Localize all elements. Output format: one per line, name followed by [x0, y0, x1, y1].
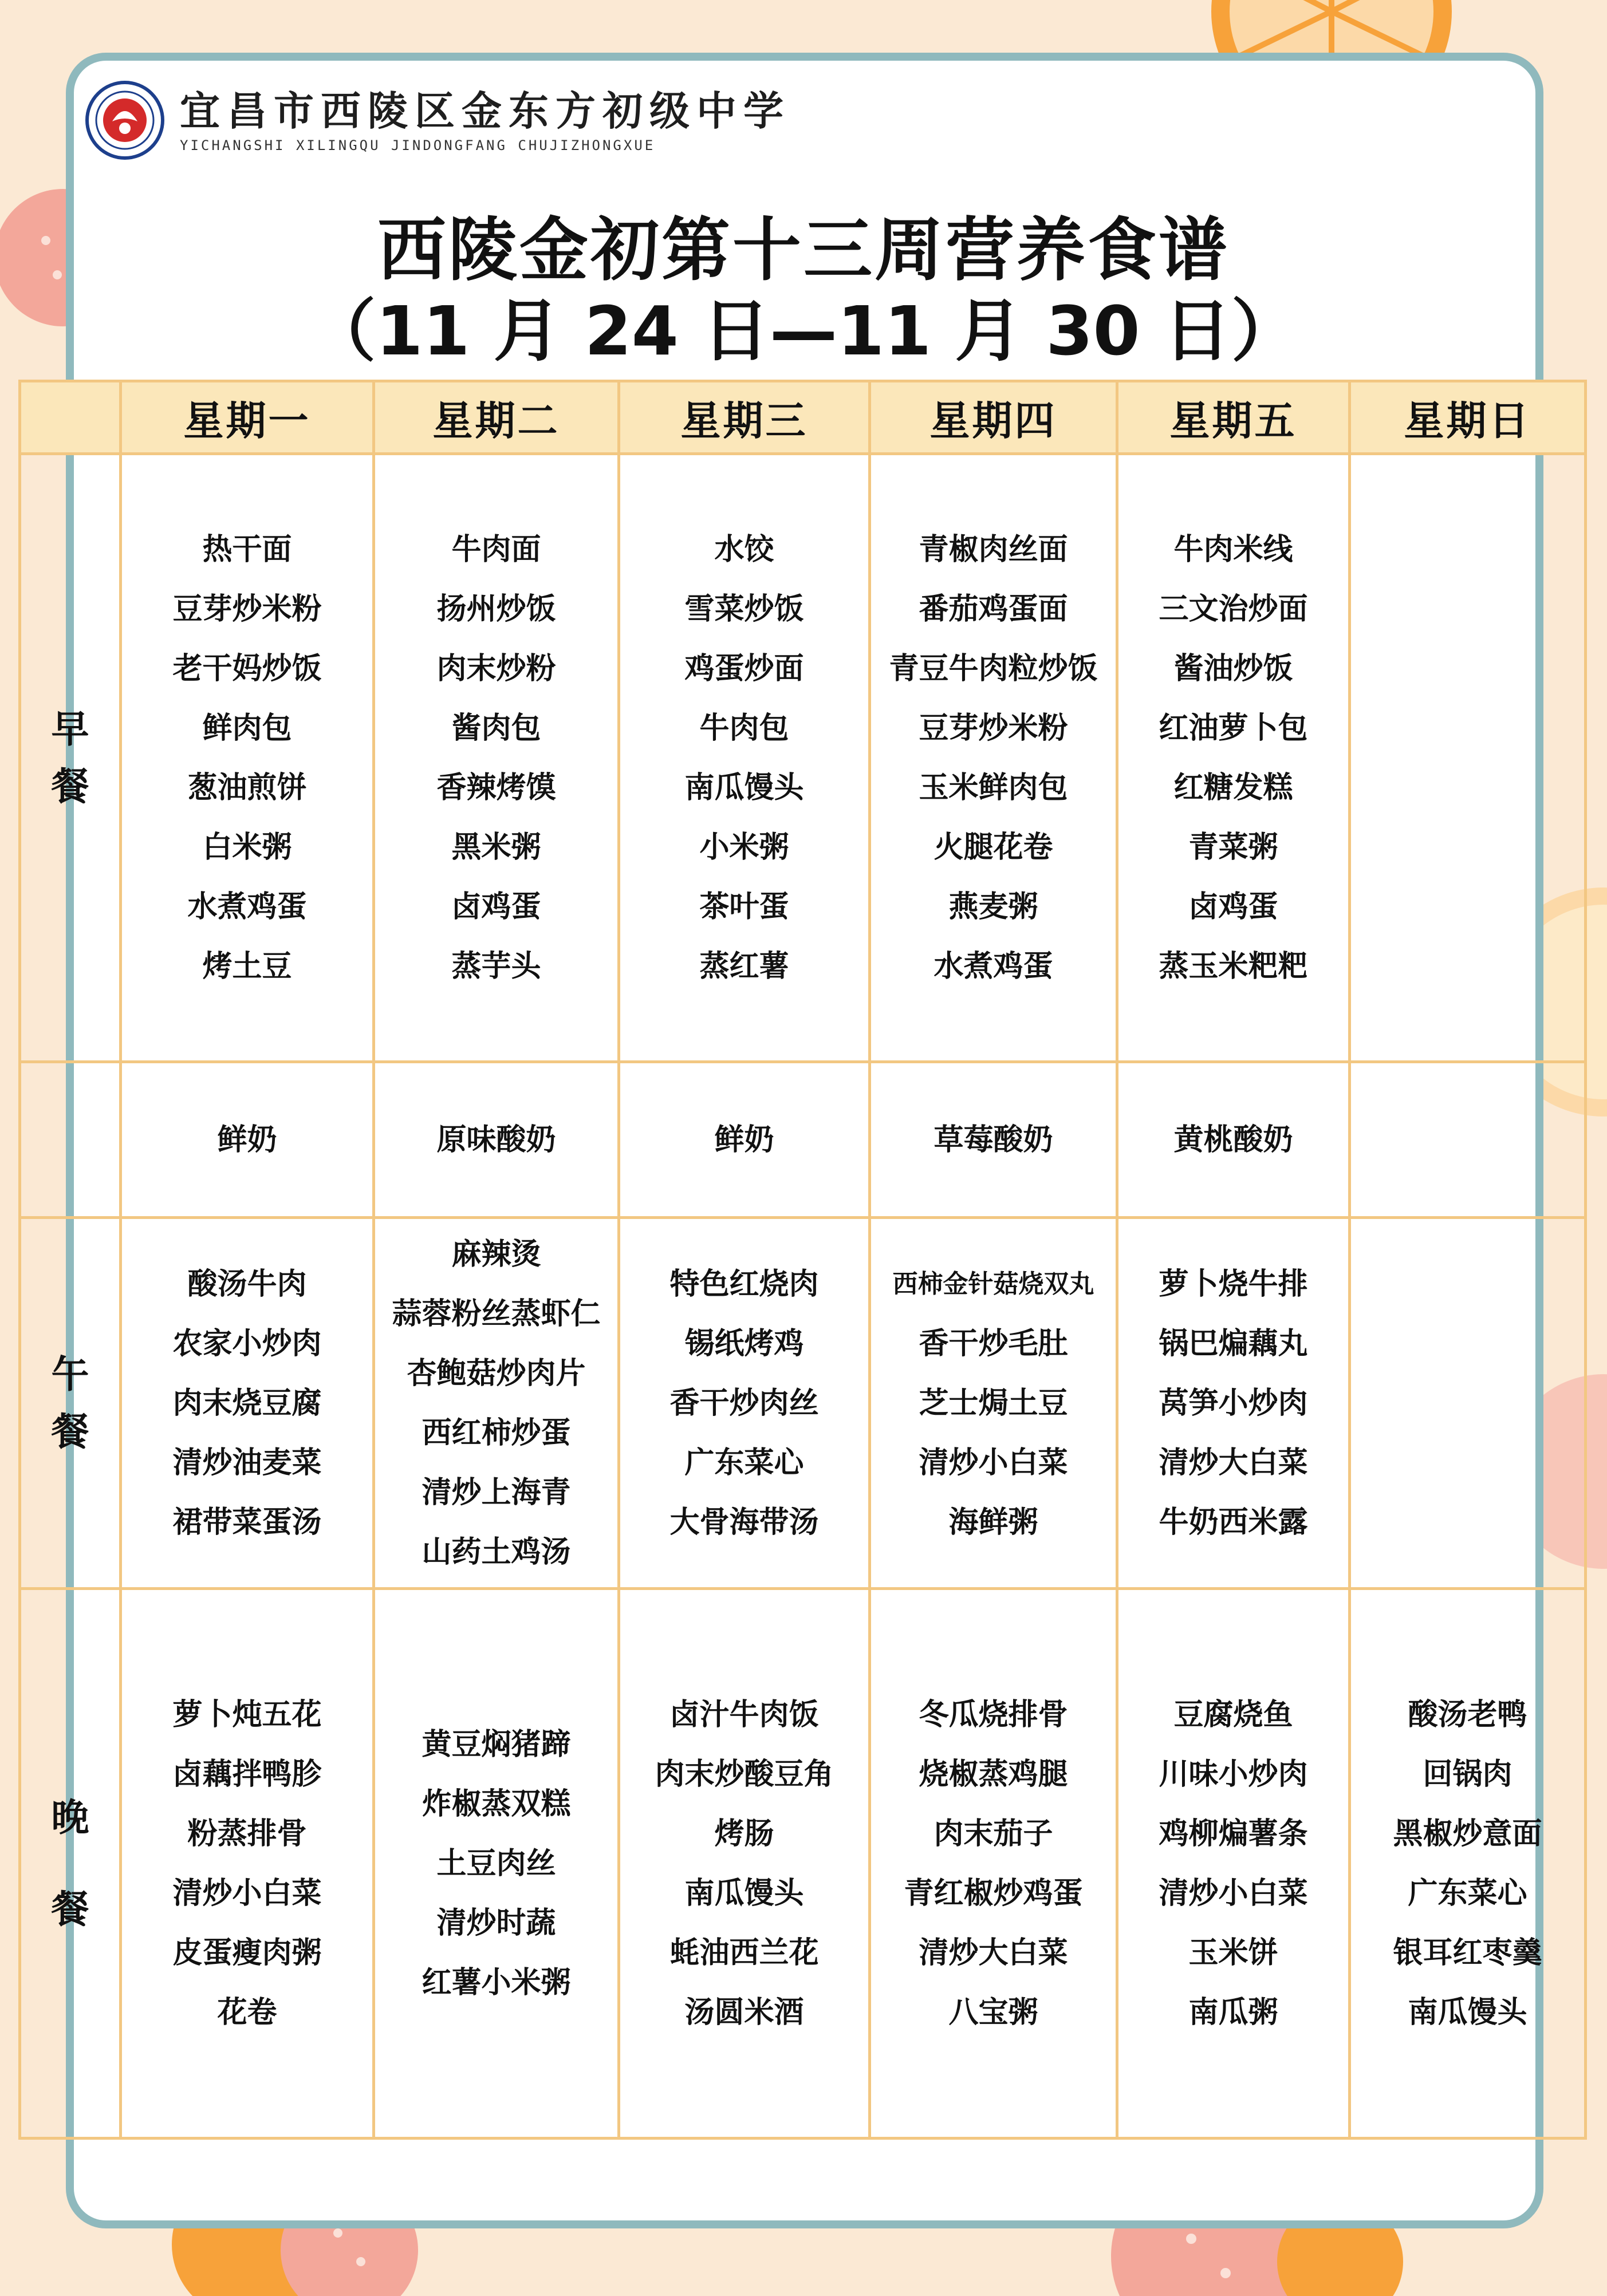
dish-item: 卤鸡蛋 — [1188, 889, 1278, 924]
dish-item: 南瓜馒头 — [1408, 1995, 1527, 2030]
dish-list — [375, 520, 617, 996]
dish-list — [620, 1110, 868, 1170]
dish-item: 豆芽炒米粉 — [172, 591, 322, 626]
dish-item: 川味小炒肉 — [1159, 1757, 1308, 1792]
dish-item: 肉末茄子 — [934, 1816, 1053, 1851]
page-subtitle-date-range: （11 月 24 日—11 月 30 日） — [308, 291, 1299, 370]
dish-item: 西红柿炒蛋 — [422, 1415, 571, 1450]
breakfast-cell-day-3 — [619, 454, 870, 1062]
dish-item: 清炒小白菜 — [172, 1876, 322, 1911]
day-header: 星期二 — [374, 381, 619, 454]
dish-list — [375, 1225, 617, 1582]
dish-item: 大骨海带汤 — [669, 1505, 819, 1540]
lunch-cell-day-1 — [121, 1218, 374, 1589]
dinner-cell-day-2 — [374, 1589, 619, 2139]
dish-item: 青豆牛肉粒炒饭 — [889, 651, 1098, 686]
breakfast-cell-day-5 — [1117, 454, 1350, 1062]
dish-item: 广东菜心 — [1408, 1876, 1527, 1911]
dish-item: 小米粥 — [699, 830, 789, 865]
dish-item: 莴笋小炒肉 — [1159, 1386, 1308, 1421]
dish-list — [375, 1110, 617, 1170]
dish-item: 水饺 — [714, 532, 774, 567]
breakfast-cell-day-1 — [121, 454, 374, 1062]
dish-list — [122, 1254, 372, 1552]
dish-item: 肉末炒粉 — [436, 651, 556, 686]
dish-item: 萝卜烧牛排 — [1159, 1267, 1308, 1301]
dish-list — [1118, 1110, 1348, 1170]
breakfast-row — [20, 454, 1586, 1062]
dish-item: 清炒油麦菜 — [172, 1445, 322, 1480]
dish-item: 热干面 — [202, 532, 292, 567]
dish-item: 玉米鲜肉包 — [919, 770, 1068, 805]
meal-label-cell — [20, 1589, 121, 2139]
dish-item: 酱肉包 — [451, 711, 541, 745]
dinner-cell-day-1 — [121, 1589, 374, 2139]
meal-label: 早 餐 — [51, 707, 89, 808]
dish-item: 茶叶蛋 — [699, 889, 789, 924]
dish-item: 农家小炒肉 — [172, 1326, 322, 1361]
day-header: 星期日 — [1350, 381, 1586, 454]
dish-item: 特色红烧肉 — [669, 1267, 819, 1301]
dish-item: 卤汁牛肉饭 — [669, 1697, 819, 1732]
meal-label-cell — [20, 454, 121, 1062]
dish-item: 萝卜炖五花 — [172, 1697, 322, 1732]
dish-item: 清炒小白菜 — [1159, 1876, 1308, 1911]
dinner-cell-day-5 — [1117, 1589, 1350, 2139]
dish-item: 清炒大白菜 — [1159, 1445, 1308, 1480]
school-text — [180, 87, 790, 153]
dish-item: 水煮鸡蛋 — [934, 949, 1053, 984]
meal-label: 午 餐 — [51, 1352, 89, 1454]
dish-item: 蒜蓉粉丝蒸虾仁 — [392, 1296, 601, 1331]
dish-item: 花卷 — [217, 1995, 277, 2030]
dish-item: 蒸红薯 — [699, 949, 789, 984]
dish-item: 卤鸡蛋 — [451, 889, 541, 924]
dish-item: 酸汤牛肉 — [187, 1267, 307, 1301]
breakfast-cell-day-4 — [870, 454, 1117, 1062]
dish-item: 三文治炒面 — [1159, 591, 1308, 626]
dish-list — [1118, 520, 1348, 996]
dish-list — [122, 1685, 372, 2042]
day-header: 星期四 — [870, 381, 1117, 454]
dish-item: 燕麦粥 — [948, 889, 1038, 924]
dish-item: 蒸玉米粑粑 — [1159, 949, 1308, 984]
dish-item: 清炒小白菜 — [919, 1445, 1068, 1480]
dish-item: 鸡柳煸薯条 — [1159, 1816, 1308, 1851]
dish-item: 红薯小米粥 — [422, 1965, 571, 2000]
day-header: 星期三 — [619, 381, 870, 454]
dish-list — [1118, 1685, 1348, 2042]
dish-item: 清炒时蔬 — [436, 1906, 556, 1940]
dish-list — [1118, 1254, 1348, 1552]
dish-item: 原味酸奶 — [436, 1122, 556, 1157]
dish-item: 烤土豆 — [202, 949, 292, 984]
dish-item: 红糖发糕 — [1173, 770, 1293, 805]
dish-item: 酱油炒饭 — [1173, 651, 1293, 686]
dish-item: 海鲜粥 — [948, 1505, 1038, 1540]
day-header: 星期五 — [1117, 381, 1350, 454]
lunch-cell-day-4 — [870, 1218, 1117, 1589]
day-header-row — [20, 381, 1586, 454]
dish-list — [871, 1110, 1116, 1170]
meal-label-cell — [20, 1218, 121, 1589]
dish-item: 清炒大白菜 — [919, 1935, 1068, 1970]
dish-item: 葱油煎饼 — [187, 770, 307, 805]
lunch-cell-day-6 — [1350, 1218, 1586, 1589]
menu-table — [18, 380, 1587, 2140]
dairy-cell-day-5 — [1117, 1062, 1350, 1218]
dairy-cell-day-1 — [121, 1062, 374, 1218]
dish-item: 清炒上海青 — [422, 1475, 571, 1510]
dish-item: 水煮鸡蛋 — [187, 889, 307, 924]
dinner-cell-day-3 — [619, 1589, 870, 2139]
dish-item: 火腿花卷 — [934, 830, 1053, 865]
dairy-row — [20, 1062, 1586, 1218]
dish-list — [620, 1685, 868, 2042]
dish-list — [375, 1715, 617, 2013]
dish-item: 卤藕拌鸭胗 — [172, 1757, 322, 1792]
lunch-cell-day-3 — [619, 1218, 870, 1589]
dish-item: 南瓜馒头 — [684, 1876, 804, 1911]
meal-label-cell — [20, 1062, 121, 1218]
dish-item: 皮蛋瘦肉粥 — [172, 1935, 322, 1970]
dish-item: 豆芽炒米粉 — [919, 711, 1068, 745]
dish-item: 锅巴煸藕丸 — [1159, 1326, 1308, 1361]
dinner-cell-day-6 — [1350, 1589, 1586, 2139]
lunch-cell-day-2 — [374, 1218, 619, 1589]
dish-item: 红油萝卜包 — [1159, 711, 1308, 745]
dish-item: 扬州炒饭 — [436, 591, 556, 626]
dish-item: 粉蒸排骨 — [187, 1816, 307, 1851]
lunch-cell-day-5 — [1117, 1218, 1350, 1589]
dish-list — [1351, 1685, 1584, 2042]
dish-list — [620, 520, 868, 996]
dish-item: 香干炒毛肚 — [919, 1326, 1068, 1361]
dish-item: 炸椒蒸双糕 — [422, 1786, 571, 1821]
dish-item: 黑米粥 — [451, 830, 541, 865]
dish-list — [871, 1254, 1116, 1552]
day-header: 星期一 — [121, 381, 374, 454]
dish-item: 鲜肉包 — [202, 711, 292, 745]
dish-item: 青红椒炒鸡蛋 — [904, 1876, 1083, 1911]
dish-list — [122, 520, 372, 996]
dish-item: 回锅肉 — [1423, 1757, 1513, 1792]
dish-item: 山药土鸡汤 — [422, 1534, 571, 1569]
dish-item: 黄桃酸奶 — [1173, 1122, 1293, 1157]
dish-list — [871, 520, 1116, 996]
dish-item: 冬瓜烧排骨 — [919, 1697, 1068, 1732]
dairy-cell-day-2 — [374, 1062, 619, 1218]
dairy-cell-day-3 — [619, 1062, 870, 1218]
dish-item: 蚝油西兰花 — [669, 1935, 819, 1970]
dish-item: 豆腐烧鱼 — [1173, 1697, 1293, 1732]
dish-item: 麻辣烫 — [451, 1237, 541, 1272]
school-header — [85, 80, 790, 160]
school-logo-icon — [85, 80, 165, 160]
dish-item: 黄豆焖猪蹄 — [422, 1727, 571, 1762]
dish-item: 银耳红枣羹 — [1393, 1935, 1542, 1970]
corner-header-cell — [20, 381, 121, 454]
dish-item: 肉末炒酸豆角 — [655, 1757, 834, 1792]
dish-item: 番茄鸡蛋面 — [919, 591, 1068, 626]
dinner-cell-day-4 — [870, 1589, 1117, 2139]
dish-item: 土豆肉丝 — [436, 1846, 556, 1881]
dish-list — [122, 1110, 372, 1170]
dish-item: 肉末烧豆腐 — [172, 1386, 322, 1421]
dish-item: 雪菜炒饭 — [684, 591, 804, 626]
dish-item: 牛肉包 — [699, 711, 789, 745]
dairy-cell-day-6 — [1350, 1062, 1586, 1218]
dish-item: 青椒肉丝面 — [919, 532, 1068, 567]
dish-item: 鲜奶 — [714, 1122, 774, 1157]
dish-item: 西柿金针菇烧双丸 — [892, 1269, 1094, 1299]
dish-item: 南瓜粥 — [1188, 1995, 1278, 2030]
dish-item: 锡纸烤鸡 — [684, 1326, 804, 1361]
dish-item: 老干妈炒饭 — [172, 651, 322, 686]
dish-item: 蒸芋头 — [451, 949, 541, 984]
dish-item: 烧椒蒸鸡腿 — [919, 1757, 1068, 1792]
dish-item: 牛奶西米露 — [1159, 1505, 1308, 1540]
dish-item: 黑椒炒意面 — [1393, 1816, 1542, 1851]
dish-list — [620, 1254, 868, 1552]
page-title: 西陵金初第十三周营养食谱 — [377, 211, 1230, 290]
dish-item: 裙带菜蛋汤 — [172, 1505, 322, 1540]
school-pinyin: YICHANGSHI XILINGQU JINDONGFANG CHUJIZHONGXUE — [180, 137, 656, 153]
dish-item: 白米粥 — [202, 830, 292, 865]
dairy-cell-day-4 — [870, 1062, 1117, 1218]
dish-item: 广东菜心 — [684, 1445, 804, 1480]
breakfast-cell-day-6 — [1350, 454, 1586, 1062]
dish-item: 南瓜馒头 — [684, 770, 804, 805]
breakfast-cell-day-2 — [374, 454, 619, 1062]
dish-item: 鲜奶 — [217, 1122, 277, 1157]
dish-item: 玉米饼 — [1188, 1935, 1278, 1970]
dish-item: 香干炒肉丝 — [669, 1386, 819, 1421]
dinner-row — [20, 1589, 1586, 2139]
dish-item: 青菜粥 — [1188, 830, 1278, 865]
dish-item: 牛肉面 — [451, 532, 541, 567]
dish-item: 草莓酸奶 — [934, 1122, 1053, 1157]
lunch-row — [20, 1218, 1586, 1589]
dish-item: 八宝粥 — [948, 1995, 1038, 2030]
dish-item: 香辣烤馍 — [436, 770, 556, 805]
dish-list — [871, 1685, 1116, 2042]
dish-item: 烤肠 — [714, 1816, 774, 1851]
dish-item: 杏鲍菇炒肉片 — [407, 1356, 586, 1391]
dish-item: 汤圆米酒 — [684, 1995, 804, 2030]
dish-item: 鸡蛋炒面 — [684, 651, 804, 686]
dish-item: 牛肉米线 — [1173, 532, 1293, 567]
dish-item: 芝士焗土豆 — [919, 1386, 1068, 1421]
meal-label: 晚 餐 — [51, 1795, 89, 1931]
school-name: 宜昌市西陵区金东方初级中学 — [180, 87, 790, 135]
dish-item: 酸汤老鸭 — [1408, 1697, 1527, 1732]
